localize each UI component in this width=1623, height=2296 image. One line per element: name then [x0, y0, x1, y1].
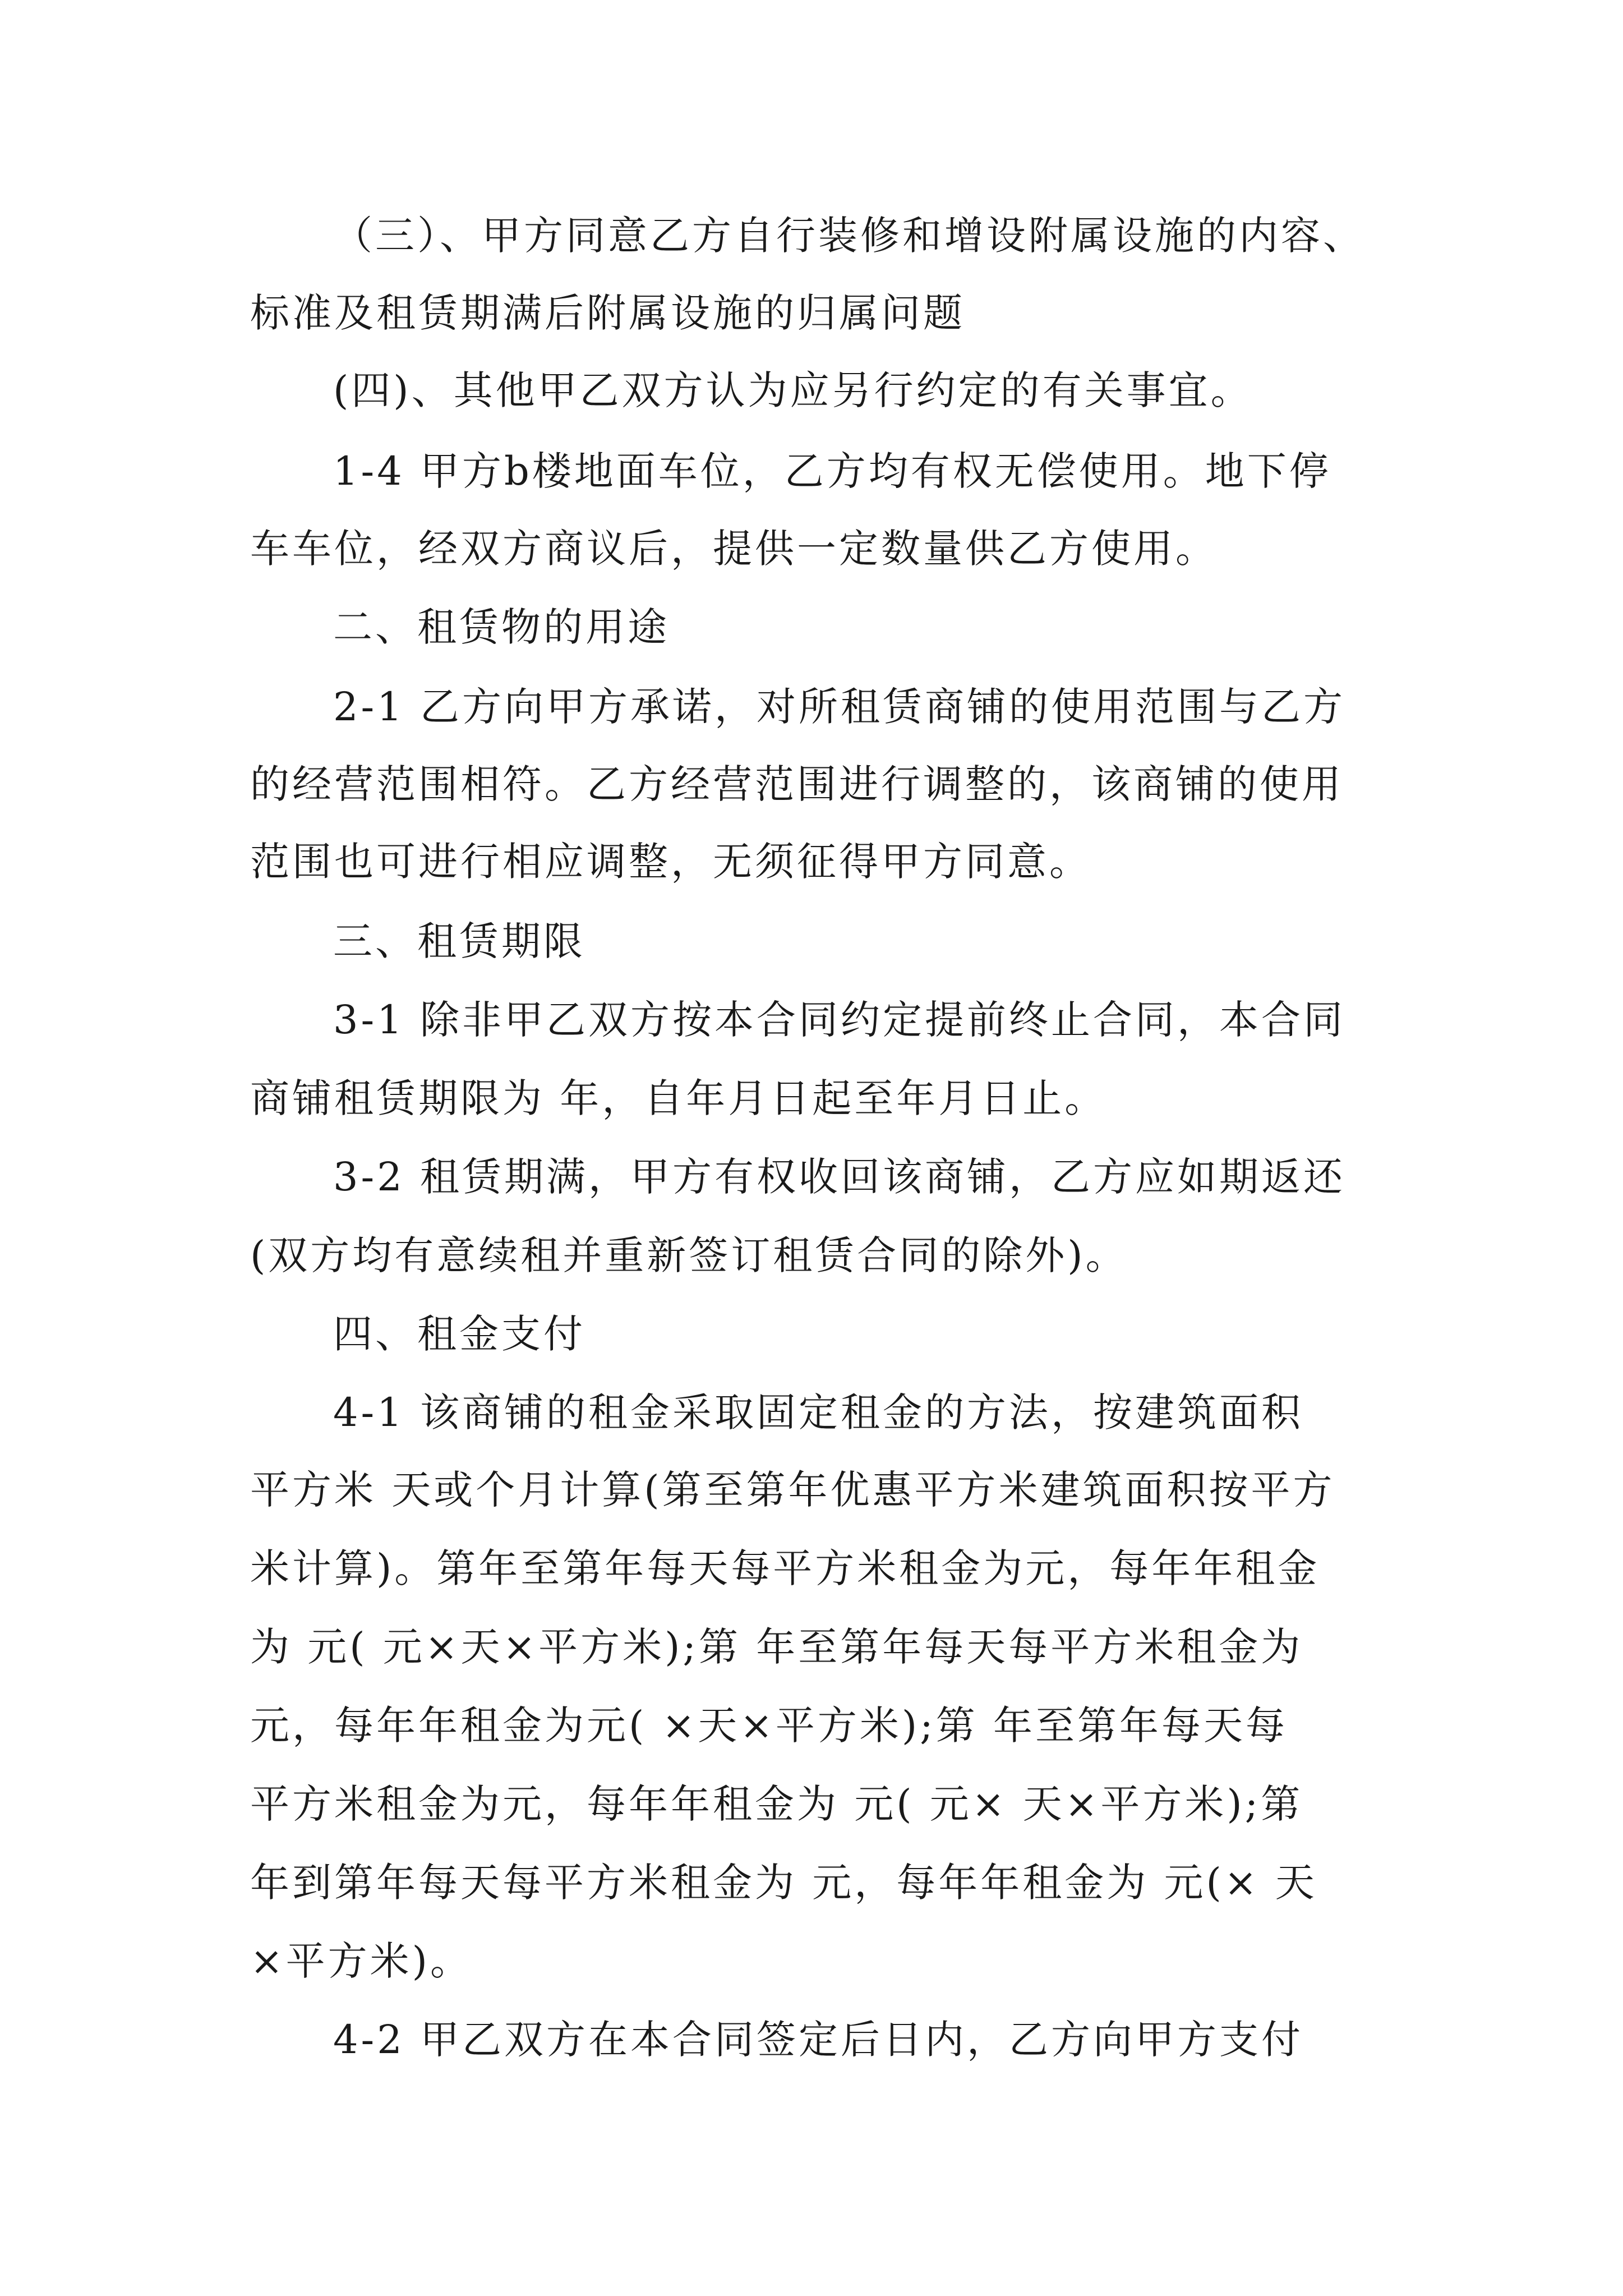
clause-2-1-line-2: 的经营范围相符。乙方经营范围进行调整的，该商铺的使用	[250, 761, 1344, 807]
clause-4-1-line-7: 年到第年每天每平方米租金为 元，每年年租金为 元(× 天	[250, 1860, 1317, 1906]
clause-4-1-line-1: 4-1 该商铺的租金采取固定租金的方法，按建筑面积	[333, 1389, 1303, 1435]
clause-3-2-line-1: 3-2 租赁期满，甲方有权收回该商铺，乙方应如期返还	[333, 1154, 1345, 1200]
clause-1-4-line-2: 车车位，经双方商议后，提供一定数量供乙方使用。	[250, 526, 1218, 572]
clause-4-other-matters: (四)、其他甲乙双方认为应另行约定的有关事宜。	[333, 367, 1253, 413]
clause-2-1-line-3: 范围也可进行相应调整，无须征得甲方同意。	[250, 839, 1091, 885]
clause-3-2-line-2: (双方均有意续租并重新签订租赁合同的除外)。	[250, 1232, 1128, 1278]
clause-4-1-line-4: 为 元( 元×天×平方米);第 年至第年每天每平方米租金为	[250, 1624, 1303, 1670]
clause-3-1-line-1: 3-1 除非甲乙双方按本合同约定提前终止合同，本合同	[333, 997, 1345, 1043]
clause-4-1-line-6: 平方米租金为元，每年年租金为 元( 元× 天×平方米);第	[250, 1781, 1303, 1827]
clause-4-1-line-5: 元，每年年租金为元( ×天×平方米);第 年至第年每天每	[250, 1703, 1288, 1749]
section-4-heading: 四、租金支付	[333, 1311, 585, 1357]
section-3-heading: 三、租赁期限	[333, 918, 585, 964]
clause-4-1-line-8: ×平方米)。	[250, 1938, 472, 1984]
clause-3-decoration-line-1: （三）、甲方同意乙方自行装修和增设附属设施的内容、	[333, 213, 1365, 259]
clause-2-1-line-1: 2-1 乙方向甲方承诺，对所租赁商铺的使用范围与乙方	[333, 684, 1345, 730]
clause-1-4-line-1: 1-4 甲方b楼地面车位，乙方均有权无偿使用。地下停	[333, 448, 1331, 494]
clause-4-2-line-1: 4-2 甲乙双方在本合同签定后日内，乙方向甲方支付	[333, 2017, 1303, 2063]
section-2-heading: 二、租赁物的用途	[333, 604, 670, 650]
clause-3-decoration-line-2: 标准及租赁期满后附属设施的归属问题	[250, 290, 965, 336]
clause-3-1-line-2: 商铺租赁期限为 年，自年月日起至年月日止。	[250, 1075, 1107, 1121]
clause-4-1-line-2: 平方米 天或个月计算(第至第年优惠平方米建筑面积按平方	[250, 1467, 1335, 1513]
clause-4-1-line-3: 米计算)。第年至第年每天每平方米租金为元，每年年租金	[250, 1545, 1320, 1591]
